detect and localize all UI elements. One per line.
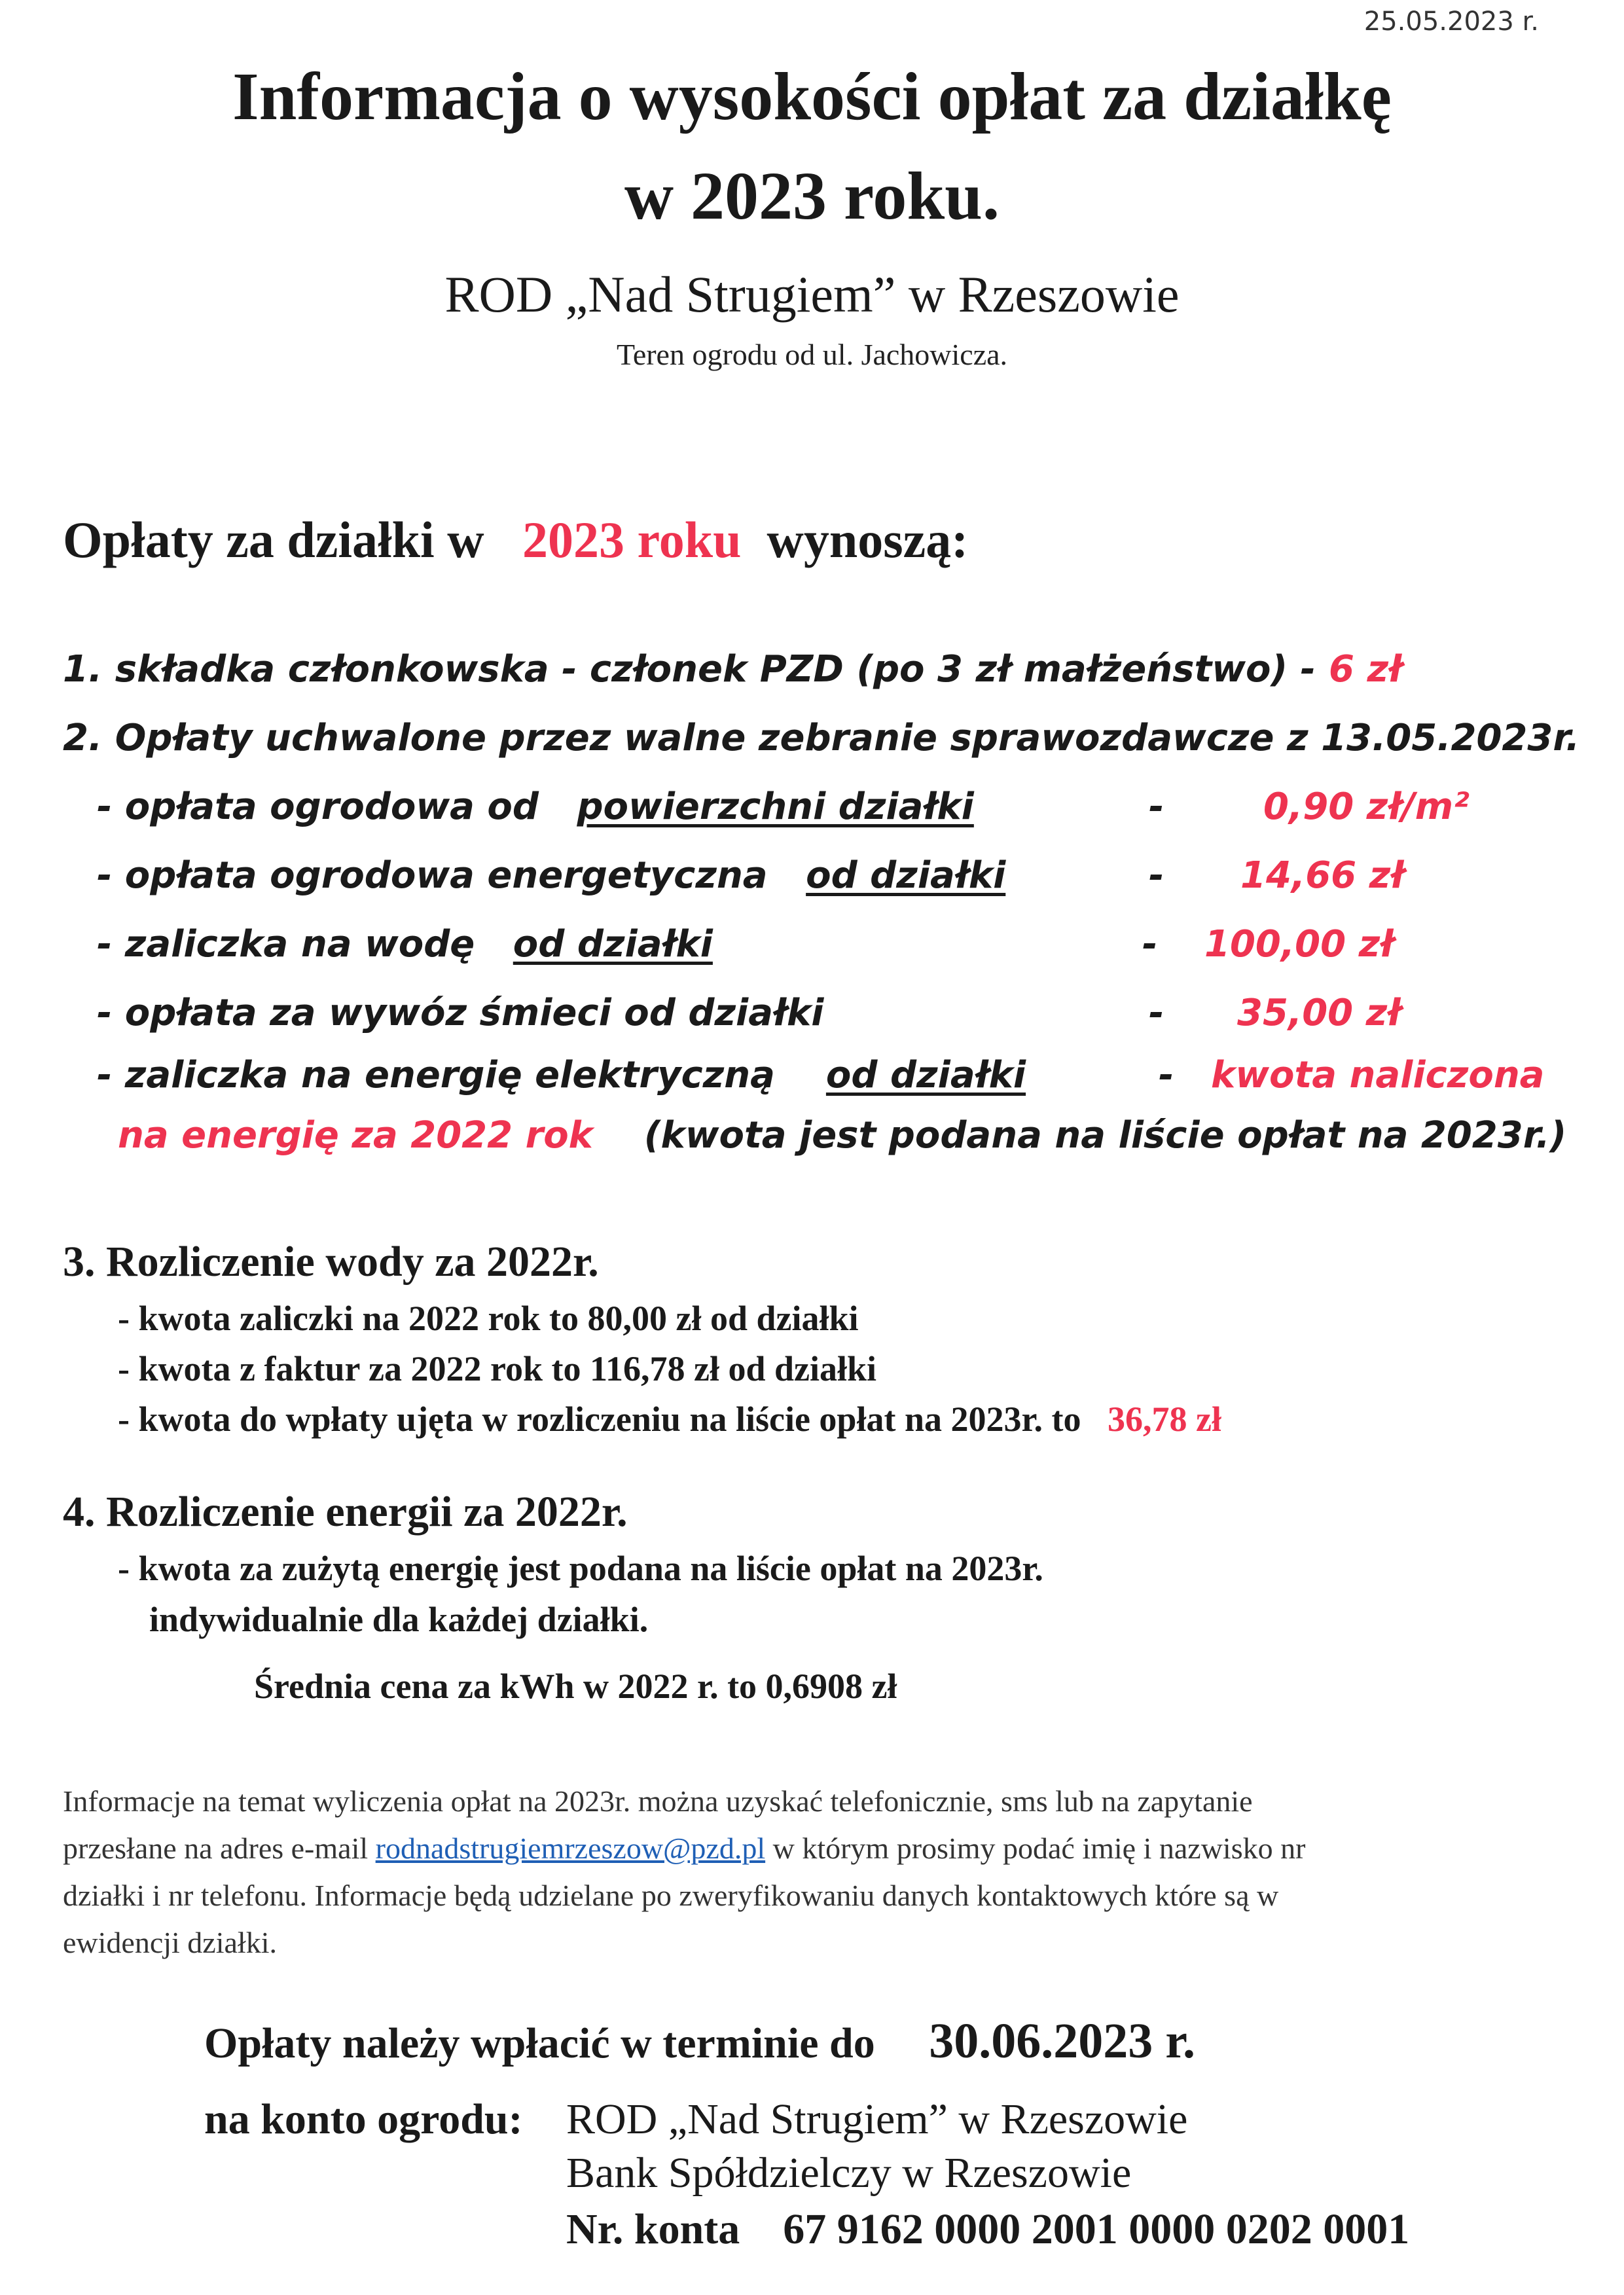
title-line-1: Informacja o wysokości opłat za działkę xyxy=(232,59,1392,134)
fee-row-dash: - xyxy=(1159,1054,1174,1096)
fees-heading-suffix: wynoszą: xyxy=(767,511,969,568)
membership-fee-label: 1. składka członkowska - członek PZD (po 3 zł małżeństwo) - xyxy=(63,648,1316,691)
organization-name: ROD „Nad Strugiem” w Rzeszowie xyxy=(444,266,1180,323)
fee-row-value: 35,00 zł xyxy=(1237,992,1401,1034)
energy-note-text: (kwota jest podana na liście opłat na 2023r.) xyxy=(643,1114,1567,1157)
account-owner: ROD „Nad Strugiem” w Rzeszowie xyxy=(566,2095,1188,2143)
energy-individual-line: indywidualnie dla każdej działki. xyxy=(149,1600,649,1639)
fee-row-basis: od działki xyxy=(825,1054,1026,1096)
resolution-fees-heading: 2. Opłaty uchwalone przez walne zebranie sprawozdawcze z 13.05.2023r. xyxy=(63,717,1580,759)
info-line-3: działki i nr telefonu. Informacje będą udzielane po zweryfikowaniu danych kontaktowych które są w xyxy=(63,1879,1279,1912)
water-settlement-heading: 3. Rozliczenie wody za 2022r. xyxy=(63,1238,599,1286)
fee-row-value: kwota naliczona xyxy=(1211,1054,1545,1096)
fee-row-electricity xyxy=(97,1054,1026,1096)
payment-deadline-label: Opłaty należy wpłacić w terminie do xyxy=(204,2019,875,2067)
payment-deadline-date: 30.06.2023 r. xyxy=(929,2014,1195,2069)
garden-location: Teren ogrodu od ul. Jachowicza. xyxy=(616,338,1008,371)
energy-average-price: Średnia cena za kWh w 2022 r. to 0,6908 zł xyxy=(254,1667,897,1706)
fee-row-value: 100,00 zł xyxy=(1204,923,1394,966)
fee-row-basis: od działki xyxy=(806,854,1006,897)
account-number-line xyxy=(566,2205,1409,2254)
info-line-2-suffix: w którym prosimy podać imię i nazwisko nr xyxy=(772,1832,1306,1865)
fees-heading-year: 2023 roku xyxy=(522,511,742,568)
fee-row-value: 14,66 zł xyxy=(1240,854,1405,897)
title-line-2: w 2023 roku. xyxy=(624,158,1000,234)
info-line-1: Informacje na temat wyliczenia opłat na 2023r. można uzyskać telefonicznie, sms lub na zapytanie xyxy=(63,1784,1253,1818)
water-advance-line: - kwota zaliczki na 2022 rok to 80,00 zł od działki xyxy=(118,1299,859,1338)
info-line-2-prefix: przesłane na adres e-mail xyxy=(63,1832,369,1865)
membership-fee-value: 6 zł xyxy=(1329,648,1403,691)
fee-row-label: - zaliczka na energię elektryczną xyxy=(97,1054,775,1096)
water-due-line xyxy=(118,1399,1221,1439)
account-number: 67 9162 0000 2001 0000 0202 0001 xyxy=(783,2205,1410,2253)
fee-row-dash: - xyxy=(1149,854,1164,897)
contact-email-link[interactable]: rodnadstrugiemrzeszow@pzd.pl xyxy=(375,1832,766,1865)
fee-row-water xyxy=(97,923,713,966)
account-number-label: Nr. konta xyxy=(566,2205,740,2253)
fee-row-dash: - xyxy=(1142,923,1158,966)
energy-note xyxy=(118,1114,1566,1157)
fee-row-label: - zaliczka na wodę xyxy=(97,923,475,966)
energy-cost-line: - kwota za zużytą energię jest podana na liście opłat na 2023r. xyxy=(118,1549,1043,1588)
fee-row-value: 0,90 zł/m² xyxy=(1263,786,1470,828)
water-due-label: - kwota do wpłaty ujęta w rozliczeniu na liście opłat na 2023r. to xyxy=(118,1400,1081,1439)
fee-row-label: - opłata ogrodowa energetyczna xyxy=(97,854,768,897)
fee-row-waste: - opłata za wywóz śmieci od działki xyxy=(97,992,824,1034)
water-invoice-line: - kwota z faktur za 2022 rok to 116,78 zł od działki xyxy=(118,1349,877,1388)
energy-note-red: na energię za 2022 rok xyxy=(118,1114,593,1157)
info-line-2 xyxy=(63,1831,1305,1866)
fee-row-basis: powierzchni działki xyxy=(577,786,974,828)
water-due-value: 36,78 zł xyxy=(1107,1400,1221,1439)
document-date: 25.05.2023 r. xyxy=(1363,7,1539,37)
energy-settlement-heading: 4. Rozliczenie energii za 2022r. xyxy=(63,1488,628,1536)
fee-row-basis: od działki xyxy=(513,923,713,966)
bank-name: Bank Spółdzielczy w Rzeszowie xyxy=(566,2149,1132,2197)
account-label: na konto ogrodu: xyxy=(204,2095,523,2143)
fee-row-dash: - xyxy=(1149,786,1164,828)
payment-deadline-line xyxy=(204,2013,1195,2070)
info-line-4: ewidencji działki. xyxy=(63,1926,277,1959)
fee-row-dash: - xyxy=(1149,992,1164,1034)
fee-row-area xyxy=(97,786,974,828)
fee-row-label: - opłata ogrodowa od xyxy=(97,786,539,828)
fees-heading xyxy=(63,511,968,569)
fees-heading-prefix: Opłaty za działki w xyxy=(63,511,484,568)
fee-row-energy xyxy=(97,854,1005,897)
